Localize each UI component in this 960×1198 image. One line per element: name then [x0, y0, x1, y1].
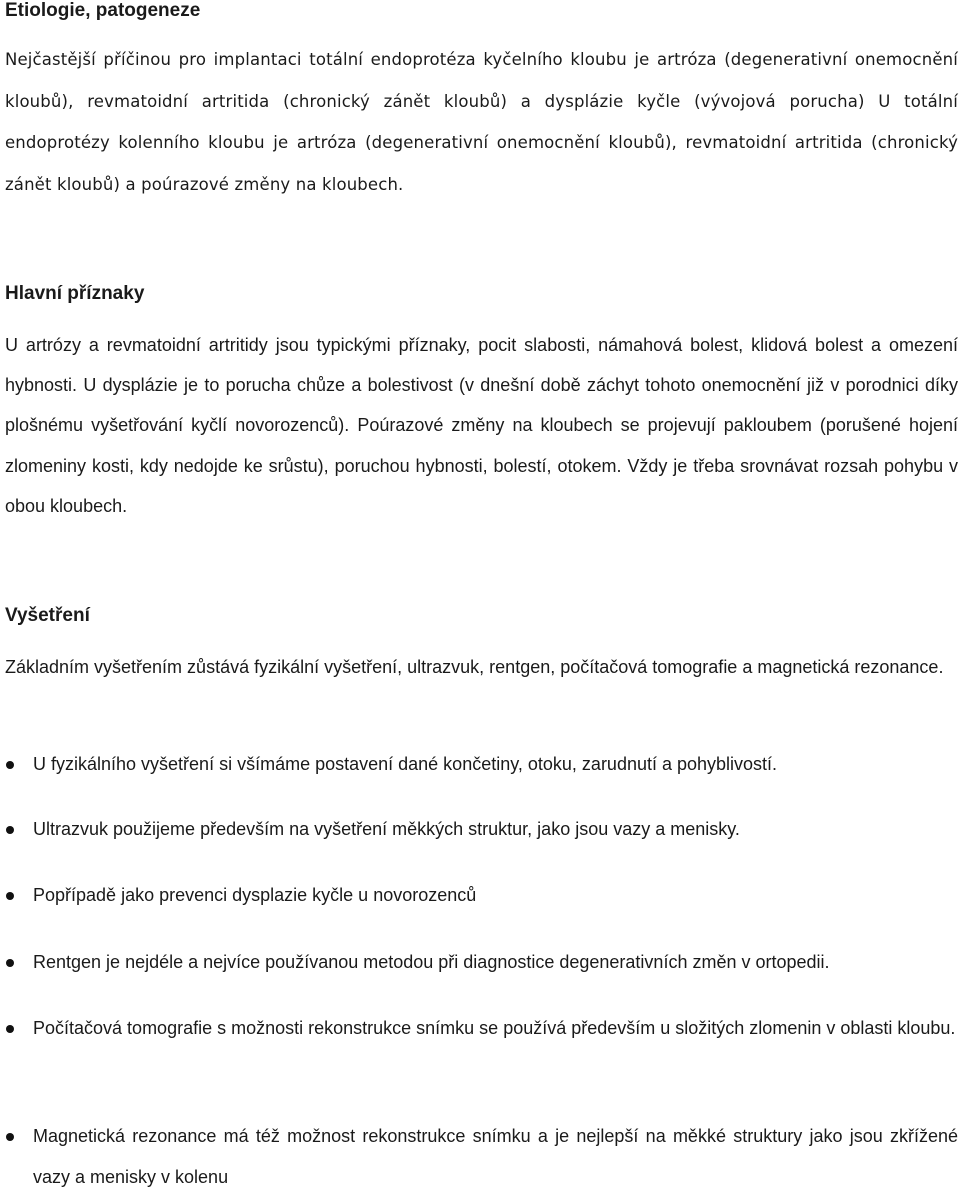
list-item: [0, 1008, 958, 1049]
list-item: [0, 1116, 958, 1198]
list-item-text: Rentgen je nejdéle a nejvíce používanou metodou při diagnostice degenerativních změn v ortopedii.: [33, 952, 830, 972]
paragraph-etiology: Nejčastější příčinou pro implantaci totální endoprotéza kyčelního kloubu je artróza (degenerativní onemocnění kloubů), revmatoidní artritida (chronický zánět kloubů) a dysplázie kyčle (vývojová porucha) U totální endoprotézy kolenního kloubu je artróza (degenerativní onemocnění kloubů), revmatoidní artritida (chronický zánět kloubů) a poúrazové změny na kloubech.: [5, 50, 958, 194]
paragraph-symptoms: U artrózy a revmatoidní artritidy jsou typickými příznaky, pocit slabosti, námahová bolest, klidová bolest a omezení hybnosti. U dysplázie je to porucha chůze a bolestivost (v dnešní době záchyt tohoto onemocnění již v porodnici díky plošnému vyšetřování kyčlí novorozenců). Poúrazové změny na kloubech se projevují pakloubem (porušené hojení zlomeniny kosti, kdy nedojde ke srůstu), poruchou hybnosti, bolestí, otokem. Vždy je třeba srovnávat rozsah pohybu v obou kloubech.: [5, 335, 958, 516]
list-item-text: U fyzikálního vyšetření si všímáme postavení dané končetiny, otoku, zarudnutí a pohyblivostí.: [33, 754, 778, 774]
heading-examination: Vyšetření: [5, 605, 90, 626]
heading-symptoms: Hlavní příznaky: [5, 283, 145, 304]
bullet-icon: [6, 959, 14, 967]
bullet-icon: [6, 1025, 14, 1033]
bullet-icon: [6, 892, 14, 900]
list-item: [0, 942, 958, 983]
list-item: [0, 744, 958, 785]
heading-etiology: Etiologie, patogeneze: [5, 0, 201, 21]
list-item-text: Popřípadě jako prevenci dysplazie kyčle u novorozenců: [33, 885, 477, 905]
paragraph-examination: Základním vyšetřením zůstává fyzikální vyšetření, ultrazvuk, rentgen, počítačová tomografie a magnetická rezonance.: [5, 657, 944, 677]
list-item-text: Ultrazvuk použijeme především na vyšetření měkkých struktur, jako jsou vazy a menisky.: [33, 819, 740, 839]
bullet-icon: [6, 761, 14, 769]
list-item: [0, 875, 958, 916]
bullet-icon: [6, 826, 14, 834]
list-item: [0, 809, 958, 850]
list-item-text: Magnetická rezonance má též možnost rekonstrukce snímku a je nejlepší na měkké struktury jako jsou zkřížené vazy a menisky v kolenu: [33, 1126, 958, 1187]
list-item-text: Počítačová tomografie s možnosti rekonstrukce snímku se používá především u složitých zlomenin v oblasti kloubu.: [33, 1018, 956, 1038]
bullet-icon: [6, 1133, 14, 1141]
